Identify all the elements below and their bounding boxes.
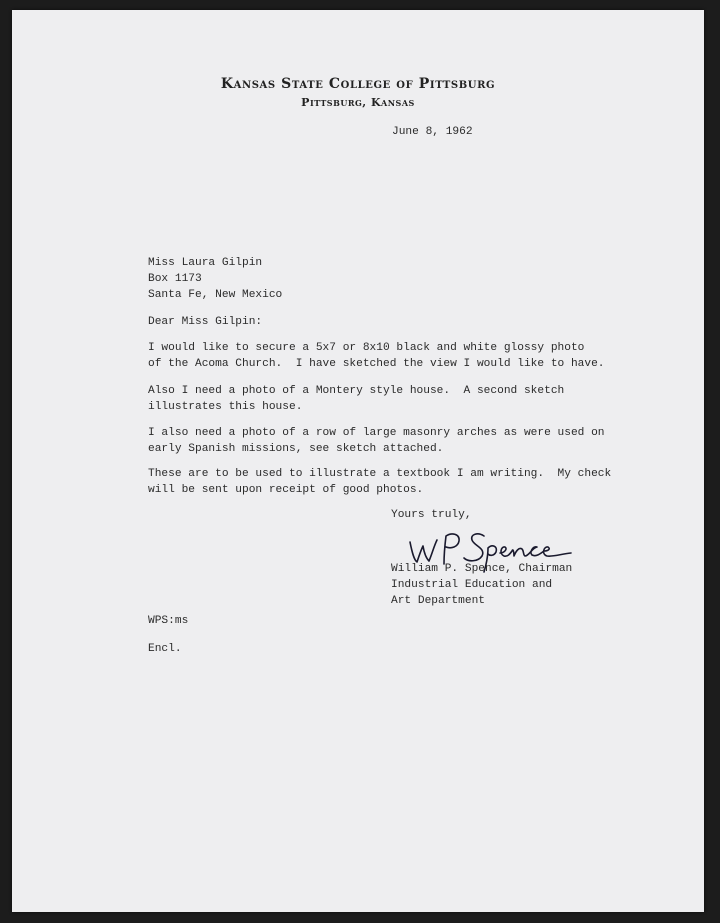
letterhead-institution: Kansas State College of Pittsburg — [220, 76, 496, 92]
sender-dept-line-2: Art Department — [391, 595, 485, 607]
reference-initials: WPS:ms — [148, 615, 189, 627]
paragraph-1 — [148, 340, 605, 372]
letterhead-location: Pittsburg, Kansas — [301, 96, 415, 109]
paragraph-1-line-2: of the Acoma Church. I have sketched the view I would like to have. — [148, 358, 605, 370]
paragraph-4 — [148, 466, 611, 498]
closing: Yours truly, — [391, 509, 472, 521]
letter-date: June 8, 1962 — [392, 126, 473, 138]
sender-dept-line-1: Industrial Education and — [391, 579, 553, 591]
recipient-address — [148, 255, 282, 303]
paragraph-2 — [148, 383, 564, 415]
paragraph-3-line-1: I also need a photo of a row of large masonry arches as were used on — [148, 427, 605, 439]
paragraph-3 — [148, 425, 605, 457]
paragraph-2-line-1: Also I need a photo of a Montery style house. A second sketch — [148, 385, 565, 397]
recipient-name: Miss Laura Gilpin — [148, 257, 263, 269]
paragraph-4-line-1: These are to be used to illustrate a textbook I am writing. My check — [148, 468, 612, 480]
paragraph-4-line-2: will be sent upon receipt of good photos. — [148, 484, 424, 496]
recipient-box: Box 1173 — [148, 273, 202, 285]
sender-name-title: William P. Spence, Chairman — [391, 563, 573, 575]
sender-signature-block — [391, 561, 572, 609]
paragraph-2-line-2: illustrates this house. — [148, 401, 303, 413]
enclosure-note: Encl. — [148, 643, 182, 655]
paragraph-1-line-1: I would like to secure a 5x7 or 8x10 black and white glossy photo — [148, 342, 585, 354]
recipient-city: Santa Fe, New Mexico — [148, 289, 283, 301]
paragraph-3-line-2: early Spanish missions, see sketch attached. — [148, 443, 444, 455]
letter-page — [12, 10, 704, 912]
salutation: Dear Miss Gilpin: — [148, 316, 263, 328]
